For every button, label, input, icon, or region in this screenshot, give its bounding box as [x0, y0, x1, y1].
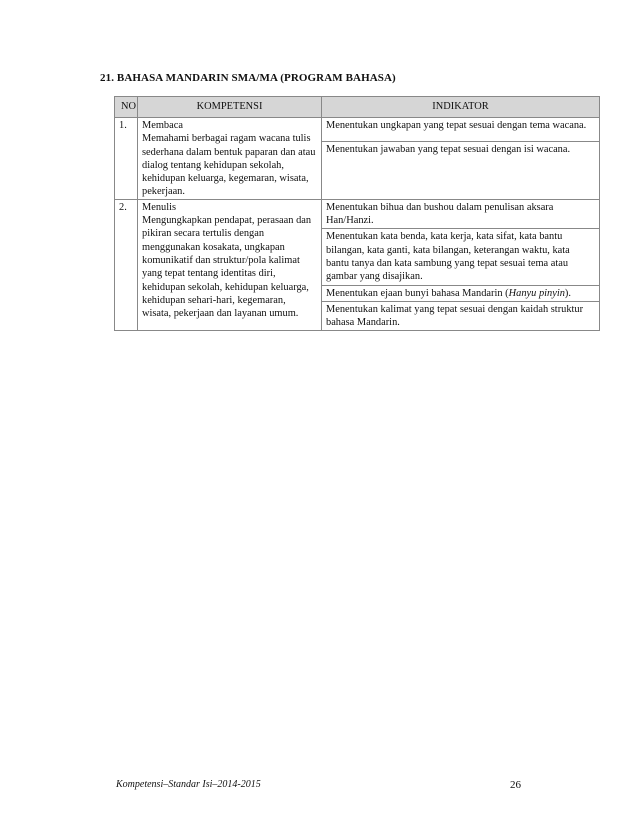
indikator-item [322, 286, 599, 302]
footer-title: Kompetensi–Standar Isi–2014-2015 [116, 779, 261, 790]
table-header-row [115, 97, 600, 118]
page-number: 26 [510, 779, 521, 791]
competency-table [114, 96, 600, 331]
header-indikator: INDIKATOR [322, 97, 600, 118]
header-no: NO [115, 97, 138, 118]
table-row [115, 118, 600, 200]
indikator-item: Menentukan kalimat yang tepat sesuai dengan kaidah struktur bahasa Mandarin. [326, 303, 584, 329]
indikator-item: Menentukan kata benda, kata kerja, kata sifat, kata bantu bilangan, kata ganti, kata bilangan, keterangan waktu, kata bantu tanya dan kata sambung yang tepat sesuai tema atau gambar yang disajikan. [322, 229, 599, 285]
indikator-text-italic: Hanyu pinyin [508, 287, 565, 299]
kompetensi-title: Membaca [142, 120, 183, 131]
row-number: 2. [115, 199, 138, 331]
indikator-cell [322, 118, 600, 200]
indikator-cell [322, 199, 600, 331]
indikator-item: Menentukan ungkapan yang tepat sesuai dengan tema wacana. [322, 118, 599, 142]
section-heading: 21. BAHASA MANDARIN SMA/MA (PROGRAM BAHASA) [100, 72, 396, 84]
indikator-text-pre: Menentukan ejaan bunyi bahasa Mandarin ( [326, 287, 509, 299]
kompetensi-cell [138, 199, 322, 331]
header-kompetensi: KOMPETENSI [138, 97, 322, 118]
kompetensi-text: Memahami berbagai ragam wacana tulis sederhana dalam bentuk paparan dan atau dialog tentang kehidupan sekolah, kehidupan keluarga, kegemaran, wisata, pekerjaan. [142, 133, 316, 198]
kompetensi-title: Menulis [142, 201, 177, 213]
row-number: 1. [115, 118, 138, 200]
indikator-item: Menentukan jawaban yang tepat sesuai dengan isi wacana. [326, 144, 571, 155]
indikator-item: Menentukan bihua dan bushou dalam penulisan aksara Han/Hanzi. [322, 200, 599, 230]
indikator-text-post: ). [564, 287, 571, 299]
kompetensi-text: Mengungkapkan pendapat, perasaan dan pikiran secara tertulis dengan menggunakan kosakata, ungkapan komunikatif dan struktur/pola kalimat yang tepat tentang identitas diri, kehidupan sekolah, kehidupan keluarga, kehidupan sehari-hari, kegemaran, wisata, pekerjaan dan layanan umum. [142, 215, 312, 320]
kompetensi-cell [138, 118, 322, 200]
table-row [115, 199, 600, 331]
